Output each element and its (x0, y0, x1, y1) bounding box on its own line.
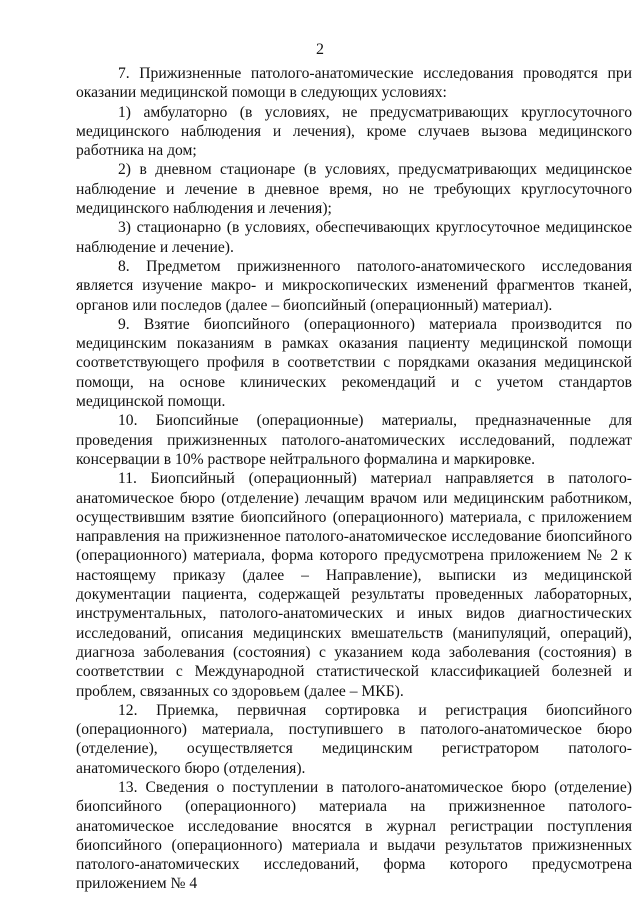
paragraph-item-12: 12. Приемка, первичная сортировка и регистрация биопсийного (операционного) материала, поступившего в патолого-анатомическое бюро (отделение), осуществляется медицинским регистратором патолого-анатомического бюро (отделения). (76, 701, 632, 777)
paragraph-subitem-1: 1) амбулаторно (в условиях, не предусматривающих круглосуточного медицинского наблюдения и лечения), кроме случаев вызова медицинского работника на дом; (76, 103, 632, 160)
paragraph-item-9: 9. Взятие биопсийного (операционного) материала производится по медицинским показаниям в рамках оказания пациенту медицинской помощи соответствующего профиля в соответствии с порядками оказания медицинской помощи, на основе клинических рекомендаций и с учетом стандартов медицинской помощи. (76, 315, 632, 411)
paragraph-item-10: 10. Биопсийные (операционные) материалы, предназначенные для проведения прижизненных патолого-анатомических исследований, подлежат консервации в 10% растворе нейтрального формалина и маркировке. (76, 412, 632, 468)
paragraph-subitem-2: 2) в дневном стационаре (в условиях, предусматривающих медицинское наблюдение и лечение в дневное время, но не требующих круглосуточного медицинского наблюдения и лечения); (76, 161, 632, 218)
paragraph-item-11: 11. Биопсийный (операционный) материал направляется в патолого-анатомическое бюро (отделение) лечащим врачом или медицинским работником, осуществившим взятие биопсийного (операционного) материала, с приложением направления на прижизненное патолого-анатомическое исследование биопсийного (операционного) материала, форма которого предусмотрена приложением № 2 к настоящему приказу (далее – Направление), выписки из медицинской документации пациента, содержащей результаты проведенных лабораторных, инструментальных, патолого-анатомических и иных видов диагностических исследований, описания медицинских вмешательств (манипуляций, операций), диагноза заболевания (состояния) с указанием кода заболевания (состояния) в соответствии с Международной статистической классификацией болезней и проблем, связанных со здоровьем (далее – МКБ). (76, 470, 632, 700)
page-number: 2 (316, 41, 324, 58)
paragraph-item-8: 8. Предметом прижизненного патолого-анатомического исследования является изучение макро- и микроскопических изменений фрагментов тканей, органов или последов (далее – биопсийный (операционный) материал). (76, 257, 632, 314)
paragraph-item-13: 13. Сведения о поступлении в патолого-анатомическое бюро (отделение) биопсийного (операционного) материала на прижизненное патолого-анатомическое исследование вносятся в журнал регистрации поступления биопсийного (операционного) материала и выдачи результатов прижизненных патолого-анатомических исследований, форма которого предусмотрена приложением № 4 (76, 778, 632, 893)
paragraph-item-7: 7. Прижизненные патолого-анатомические исследования проводятся при оказании медицинской помощи в следующих условиях: (76, 65, 632, 102)
document-body (76, 64, 632, 894)
paragraph-subitem-3: 3) стационарно (в условиях, обеспечивающих круглосуточное медицинское наблюдение и лечение). (76, 219, 632, 256)
